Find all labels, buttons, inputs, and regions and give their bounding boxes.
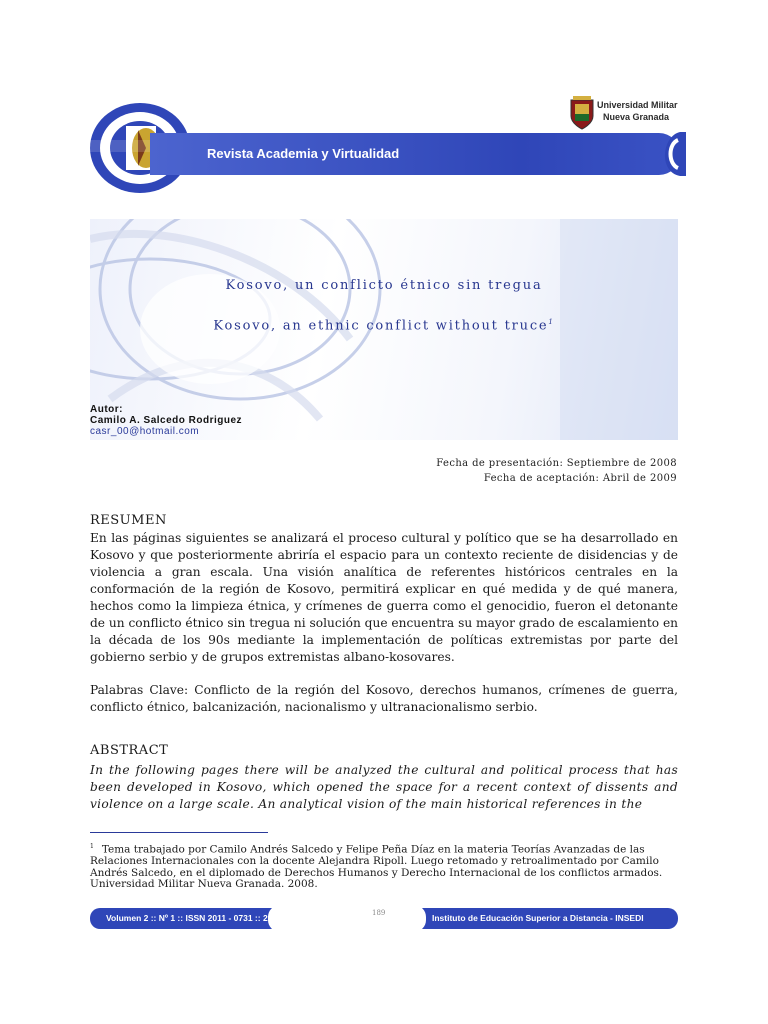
footer-institution: Instituto de Educación Superior a Distancia - INSEDI [432,913,644,923]
university-logo [569,96,679,132]
author-label: Autor: [90,404,123,415]
article-title-spanish: Kosovo, un conflicto étnico sin tregua [225,278,543,293]
footnote [90,841,678,891]
article-title-english-text: Kosovo, an ethnic conflict without truce [213,318,549,334]
author-name: Camilo A. Salcedo Rodriguez [90,415,243,426]
university-name-line1: Universidad Militar [597,100,678,110]
footnote-marker: 1 [90,843,94,850]
resumen-heading: RESUMEN [90,513,167,528]
resumen-body: En las páginas siguientes se analizará el proceso cultural y político que se ha desarrollado en Kosovo y que posteriormente abriría el espacio para un contexto reciente de disidencias y de violencia a gran escala. Una visión analítica de referentes históricos centrales en la conformación de la región de Kosovo, permitirá explicar en qué medida y de qué manera, hechos como la limpieza étnica, y crímenes de guerra como el genocidio, fueron el detonante de un conflicto étnico sin tregua ni solución que encuentra su mayor grado de escalamiento en la década de los 90s mediante la implementación de políticas extremistas por parte del gobierno serbio y de grupos extremistas albano-kosovares. [90,531,679,664]
footnote-text: Tema trabajado por Camilo Andrés Salcedo y Felipe Peña Díaz en la materia Teorías Avanzadas de las Relaciones Internacionales con la docente Alejandra Ripoll. Luego retomado y retroalimentado por Camilo Andrés Salcedo, en el diplomado de Derechos Humanos y Derecho Internacional de los conflictos armados. Universidad Militar Nueva Granada. 2008. [90,843,663,890]
abstract-heading: ABSTRACT [90,743,169,758]
keywords-paragraph: Palabras Clave: Conflicto de la región del Kosovo, derechos humanos, crímenes de guerra, conflicto étnico, balcanización, nacionalismo y ultranacionalismo serbio. [90,683,678,714]
author-email-link[interactable]: casr_00@hotmail.com [90,426,200,437]
footer-center-gap [268,905,426,932]
footnote-divider [90,832,268,833]
submission-dates [436,456,677,486]
journal-header-band [150,133,680,175]
journal-title: Revista Academia y Virtualidad [207,146,400,161]
abstract-body: In the following pages there will be analyzed the cultural and political process that has been developed in Kosovo, which opened the space for a recent context of dissents and violence on a large scale. An analytical vision of the main historical references in the [90,763,678,811]
page-number: 189 [372,909,386,917]
article-title-english [0,318,768,333]
footer-volume-info: Volumen 2 :: Nº 1 :: ISSN 2011 - 0731 :: 2009 [106,913,282,923]
date-submitted: Fecha de presentación: Septiembre de 2008 [436,458,677,469]
header-curl-decoration [654,128,686,180]
university-shield-icon [569,96,595,130]
date-accepted: Fecha de aceptación: Abril de 2009 [483,473,677,484]
author-block [90,404,242,437]
university-name [597,99,678,123]
footnote-reference[interactable]: 1 [548,318,555,326]
university-name-line2: Nueva Granada [603,112,670,122]
